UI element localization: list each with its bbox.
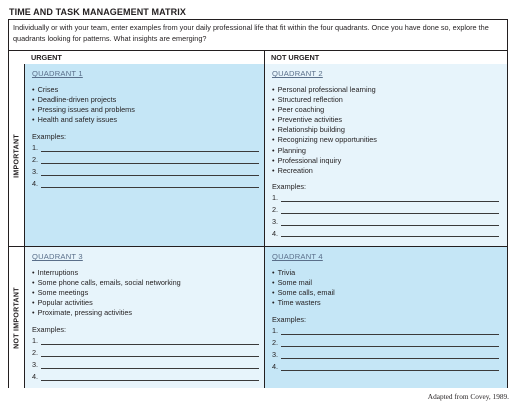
example-line-4[interactable]	[32, 178, 259, 190]
row-label-important: IMPORTANT	[13, 133, 20, 178]
instructions-text: Individually or with your team, enter examples from your daily professional life that fit within the four quadrants. Once you have done so, explore the quadrants looking for patterns. What insights are emerging?	[13, 23, 489, 43]
example-number: 3.	[272, 216, 279, 226]
example-number: 2.	[272, 204, 279, 214]
example-line-3[interactable]	[272, 216, 501, 228]
example-number: 4.	[32, 179, 39, 189]
quadrant-3	[25, 247, 265, 388]
example-number: 1.	[32, 143, 39, 153]
row-divider	[9, 246, 507, 247]
quadrant-3-list	[32, 268, 259, 318]
examples-label: Examples:	[272, 181, 307, 191]
list-item: • Peer coaching	[272, 105, 501, 115]
column-header-urgent: URGENT	[31, 53, 62, 62]
list-item: • Some mail	[272, 278, 501, 288]
list-item: • Trivia	[272, 268, 501, 278]
example-line-3[interactable]	[32, 166, 259, 178]
quadrant-2-title: QUADRANT 2	[272, 69, 323, 78]
list-item: • Some meetings	[32, 288, 259, 298]
list-item: • Deadline-driven projects	[32, 95, 259, 105]
examples-label: Examples:	[32, 325, 67, 335]
example-line-3[interactable]	[32, 359, 259, 371]
example-line-2[interactable]	[32, 347, 259, 359]
example-line-4[interactable]	[272, 361, 501, 373]
example-line-2[interactable]	[272, 337, 501, 349]
quadrant-4-title: QUADRANT 4	[272, 252, 323, 261]
list-item: • Some phone calls, emails, social networking	[32, 278, 259, 288]
example-line-4[interactable]	[32, 371, 259, 383]
list-item: • Pressing issues and problems	[32, 105, 259, 115]
matrix-table	[8, 19, 508, 388]
list-item: • Popular activities	[32, 298, 259, 308]
example-line-1[interactable]	[272, 325, 501, 337]
list-item: • Time wasters	[272, 298, 501, 308]
row-label-not-important: NOT IMPORTANT	[13, 286, 20, 349]
row-header-important	[9, 64, 25, 247]
list-item: • Interruptions	[32, 268, 259, 278]
list-item: • Professional inquiry	[272, 156, 501, 166]
quadrant-3-title: QUADRANT 3	[32, 252, 83, 261]
list-item: • Some calls, email	[272, 288, 501, 298]
list-item: • Relationship building	[272, 125, 501, 135]
example-line-1[interactable]	[272, 192, 501, 204]
examples-label: Examples:	[32, 132, 67, 142]
example-line-2[interactable]	[272, 204, 501, 216]
quadrant-1	[25, 64, 265, 247]
example-number: 3.	[32, 360, 39, 370]
example-number: 2.	[272, 338, 279, 348]
list-item: • Proximate, pressing activities	[32, 308, 259, 318]
column-header-not-urgent: NOT URGENT	[271, 53, 320, 62]
list-item: • Planning	[272, 146, 501, 156]
example-line-4[interactable]	[272, 228, 501, 240]
source-credit: Adapted from Covey, 1989.	[427, 392, 509, 401]
example-number: 4.	[32, 372, 39, 382]
quadrant-2-list	[272, 85, 501, 176]
list-item: • Crises	[32, 85, 259, 95]
example-line-1[interactable]	[32, 335, 259, 347]
quadrant-4-list	[272, 268, 501, 308]
list-item: • Health and safety issues	[32, 115, 259, 125]
quadrant-1-list	[32, 85, 259, 125]
example-number: 2.	[32, 155, 39, 165]
example-number: 1.	[272, 326, 279, 336]
row-header-not-important	[9, 247, 25, 388]
example-line-3[interactable]	[272, 349, 501, 361]
list-item: • Recognizing new opportunities	[272, 135, 501, 145]
example-line-2[interactable]	[32, 154, 259, 166]
example-number: 1.	[32, 336, 39, 346]
examples-label: Examples:	[272, 315, 307, 325]
page-title: TIME AND TASK MANAGEMENT MATRIX	[9, 7, 186, 17]
quadrant-4	[265, 247, 507, 388]
column-divider	[264, 50, 265, 388]
example-number: 4.	[272, 362, 279, 372]
example-number: 3.	[272, 350, 279, 360]
list-item: • Personal professional learning	[272, 85, 501, 95]
example-number: 4.	[272, 228, 279, 238]
quadrant-1-title: QUADRANT 1	[32, 69, 83, 78]
example-number: 3.	[32, 167, 39, 177]
list-item: • Recreation	[272, 166, 501, 176]
list-item: • Preventive activities	[272, 115, 501, 125]
example-line-1[interactable]	[32, 142, 259, 154]
list-item: • Structured reflection	[272, 95, 501, 105]
example-number: 1.	[272, 192, 279, 202]
example-number: 2.	[32, 348, 39, 358]
quadrant-2	[265, 64, 507, 247]
